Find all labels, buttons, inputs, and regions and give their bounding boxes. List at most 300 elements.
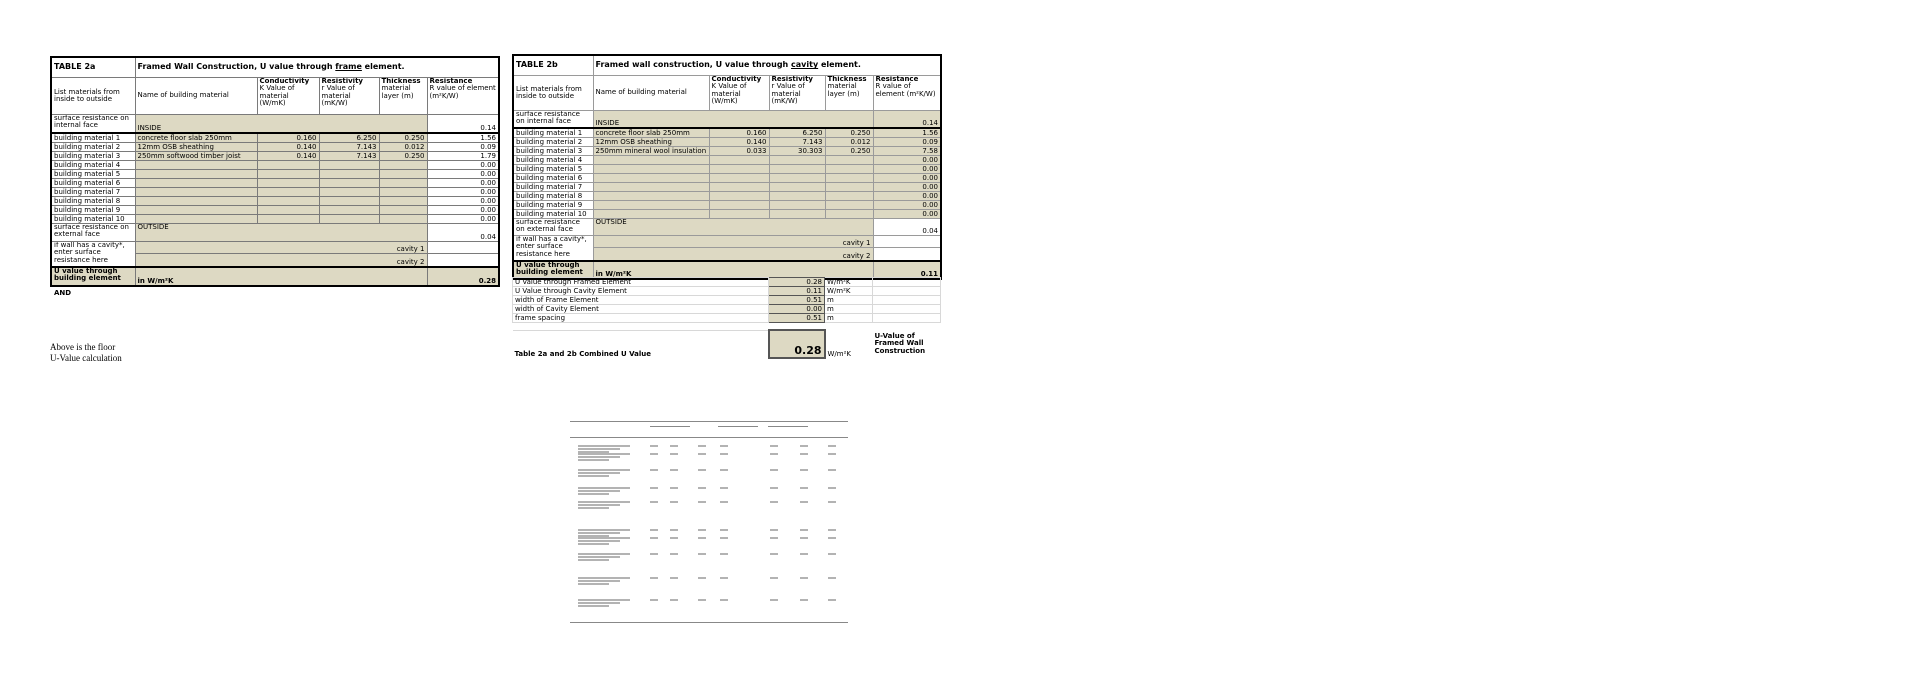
summary-unit: m bbox=[825, 314, 873, 323]
row-label: building material 2 bbox=[513, 138, 593, 147]
conductivity-cell[interactable] bbox=[709, 192, 769, 201]
table-row bbox=[51, 215, 499, 224]
conductivity-cell[interactable] bbox=[709, 156, 769, 165]
scan-value-mark bbox=[800, 453, 808, 455]
thickness-cell[interactable] bbox=[825, 174, 873, 183]
table-title: Framed wall construction, U value through cavity element. bbox=[593, 55, 941, 76]
cavity-2-label: cavity 2 bbox=[135, 254, 427, 267]
surface-inside-name: INSIDE bbox=[135, 115, 427, 134]
col-list-header: List materials from inside to outside bbox=[51, 78, 135, 115]
summary-unit: m bbox=[825, 296, 873, 305]
scan-value-mark bbox=[770, 469, 778, 471]
scan-value-mark bbox=[720, 453, 728, 455]
resistance-cell: 0.00 bbox=[427, 188, 499, 197]
scan-value-mark bbox=[650, 577, 658, 579]
thickness-cell[interactable]: 0.250 bbox=[379, 152, 427, 161]
thickness-cell[interactable] bbox=[825, 165, 873, 174]
resistivity-cell bbox=[769, 174, 825, 183]
surface-inside-name: INSIDE bbox=[593, 111, 873, 129]
scan-value-mark bbox=[770, 537, 778, 539]
col-thickness-header: Thickness material layer (m) bbox=[379, 78, 427, 115]
scan-value-mark bbox=[650, 469, 658, 471]
conductivity-cell[interactable] bbox=[257, 188, 319, 197]
resistivity-cell bbox=[319, 161, 379, 170]
row-label: building material 5 bbox=[513, 165, 593, 174]
scan-value-mark bbox=[698, 577, 706, 579]
row-label: building material 4 bbox=[51, 161, 135, 170]
material-name-cell[interactable]: concrete floor slab 250mm bbox=[135, 133, 257, 143]
table-id: TABLE 2a bbox=[51, 57, 135, 78]
thickness-cell[interactable] bbox=[379, 215, 427, 224]
summary-value: 0.51 bbox=[769, 296, 825, 305]
summary-value: 0.00 bbox=[769, 305, 825, 314]
conductivity-cell[interactable] bbox=[709, 183, 769, 192]
material-name-cell[interactable] bbox=[135, 170, 257, 179]
thickness-cell[interactable] bbox=[379, 188, 427, 197]
row-label: building material 7 bbox=[51, 188, 135, 197]
scan-value-mark bbox=[670, 469, 678, 471]
table-2a bbox=[50, 56, 500, 287]
scan-value-mark bbox=[720, 445, 728, 447]
col-list-header: List materials from inside to outside bbox=[513, 76, 593, 111]
cavity-1-input[interactable] bbox=[427, 242, 499, 254]
scan-value-mark bbox=[698, 453, 706, 455]
scan-text-block bbox=[578, 452, 630, 462]
scan-value-mark bbox=[800, 553, 808, 555]
col-resistance-header: Resistance R value of element (m²K/W) bbox=[873, 76, 941, 111]
material-name-cell[interactable] bbox=[593, 210, 709, 219]
summary-value: 0.11 bbox=[769, 287, 825, 296]
resistance-cell: 0.00 bbox=[873, 210, 941, 219]
scan-value-mark bbox=[720, 599, 728, 601]
scan-value-mark bbox=[650, 487, 658, 489]
surface-outside-value: 0.04 bbox=[427, 224, 499, 242]
scan-value-mark bbox=[770, 445, 778, 447]
scan-text-block bbox=[578, 576, 630, 586]
summary-empty bbox=[873, 278, 941, 287]
thickness-cell[interactable] bbox=[825, 210, 873, 219]
conductivity-cell[interactable] bbox=[257, 161, 319, 170]
row-label: building material 9 bbox=[51, 206, 135, 215]
conductivity-cell[interactable]: 0.160 bbox=[257, 133, 319, 143]
summary-empty bbox=[873, 305, 941, 314]
scan-text-block bbox=[578, 552, 630, 562]
scan-value-mark bbox=[720, 529, 728, 531]
floor-note bbox=[50, 342, 122, 364]
resistivity-cell bbox=[769, 192, 825, 201]
conductivity-cell[interactable] bbox=[709, 174, 769, 183]
summary-row bbox=[513, 314, 941, 323]
surface-outside-name: OUTSIDE bbox=[135, 224, 427, 242]
scan-value-mark bbox=[650, 599, 658, 601]
scan-value-mark bbox=[698, 537, 706, 539]
conductivity-cell[interactable]: 0.140 bbox=[709, 138, 769, 147]
spacer bbox=[513, 323, 941, 331]
scan-value-mark bbox=[828, 469, 836, 471]
combined-u-value: 0.28 bbox=[769, 330, 825, 358]
cavity-2-input[interactable] bbox=[873, 248, 941, 261]
material-name-cell[interactable] bbox=[135, 179, 257, 188]
surface-outside-value: 0.04 bbox=[873, 219, 941, 236]
summary-unit: W/m²K bbox=[825, 278, 873, 287]
scan-value-mark bbox=[828, 453, 836, 455]
scan-value-mark bbox=[670, 553, 678, 555]
scan-value-mark bbox=[800, 445, 808, 447]
scan-value-mark bbox=[670, 577, 678, 579]
row-label: building material 7 bbox=[513, 183, 593, 192]
scan-value-mark bbox=[698, 469, 706, 471]
material-rows-2b bbox=[513, 128, 941, 219]
scan-value-mark bbox=[770, 577, 778, 579]
summary-empty bbox=[873, 296, 941, 305]
summary-label: U Value through Cavity Element bbox=[513, 287, 769, 296]
resistivity-cell bbox=[769, 183, 825, 192]
scan-text-block bbox=[578, 468, 630, 478]
scan-value-mark bbox=[720, 469, 728, 471]
resistance-cell: 0.00 bbox=[427, 179, 499, 188]
cavity-label: if wall has a cavity*, enter surface resistance here bbox=[513, 236, 593, 262]
resistance-cell: 0.09 bbox=[873, 138, 941, 147]
table-row bbox=[513, 210, 941, 219]
resistance-cell: 1.56 bbox=[873, 128, 941, 138]
conductivity-cell[interactable] bbox=[257, 179, 319, 188]
conductivity-cell[interactable]: 0.160 bbox=[709, 128, 769, 138]
row-label: building material 3 bbox=[51, 152, 135, 161]
material-name-cell[interactable] bbox=[135, 206, 257, 215]
combined-u-unit: W/m²K bbox=[827, 349, 851, 358]
col-resistance-header: Resistance R value of element (m²K/W) bbox=[427, 78, 499, 115]
scan-value-mark bbox=[720, 537, 728, 539]
summary-label: width of Frame Element bbox=[513, 296, 769, 305]
cavity-2-label: cavity 2 bbox=[593, 248, 873, 261]
material-name-cell[interactable] bbox=[135, 188, 257, 197]
conductivity-cell[interactable] bbox=[257, 170, 319, 179]
resistivity-cell bbox=[769, 165, 825, 174]
row-label: building material 6 bbox=[513, 174, 593, 183]
col-conductivity-header: Conductivity K Value of material (W/mK) bbox=[709, 76, 769, 111]
table-row bbox=[513, 128, 941, 138]
table-id: TABLE 2b bbox=[513, 55, 593, 76]
scan-value-mark bbox=[698, 445, 706, 447]
scan-value-mark bbox=[828, 599, 836, 601]
material-name-cell[interactable] bbox=[593, 174, 709, 183]
table-row bbox=[513, 201, 941, 210]
scan-value-mark bbox=[828, 537, 836, 539]
summary-table bbox=[512, 277, 941, 359]
col-thickness-header: Thickness material layer (m) bbox=[825, 76, 873, 111]
combined-u-label: Table 2a and 2b Combined U Value bbox=[513, 330, 769, 358]
scan-value-mark bbox=[800, 501, 808, 503]
resistivity-cell bbox=[319, 215, 379, 224]
resistivity-cell bbox=[319, 188, 379, 197]
resistance-cell: 0.00 bbox=[427, 161, 499, 170]
summary-label: frame spacing bbox=[513, 314, 769, 323]
resistance-cell: 1.56 bbox=[427, 133, 499, 143]
summary-unit: W/m²K bbox=[825, 287, 873, 296]
u-value-label: U value through building element bbox=[51, 267, 135, 286]
scan-value-mark bbox=[650, 501, 658, 503]
resistivity-cell bbox=[769, 210, 825, 219]
scan-value-mark bbox=[670, 529, 678, 531]
row-label: building material 9 bbox=[513, 201, 593, 210]
material-name-cell[interactable]: 12mm OSB sheathing bbox=[135, 143, 257, 152]
resistivity-cell bbox=[319, 197, 379, 206]
note-line-1: Above is the floor bbox=[50, 342, 116, 352]
conductivity-cell[interactable]: 0.140 bbox=[257, 143, 319, 152]
material-name-cell[interactable] bbox=[593, 192, 709, 201]
resistivity-cell: 7.143 bbox=[319, 152, 379, 161]
conductivity-cell[interactable] bbox=[257, 215, 319, 224]
scan-value-mark bbox=[800, 577, 808, 579]
resistance-cell: 0.00 bbox=[873, 192, 941, 201]
scan-value-mark bbox=[698, 599, 706, 601]
thickness-cell[interactable]: 0.250 bbox=[379, 133, 427, 143]
table-row bbox=[513, 192, 941, 201]
conductivity-cell[interactable] bbox=[257, 206, 319, 215]
reference-table-scan bbox=[570, 412, 848, 630]
resistance-cell: 0.00 bbox=[873, 165, 941, 174]
summary-row bbox=[513, 305, 941, 314]
scan-value-mark bbox=[650, 529, 658, 531]
thickness-cell[interactable] bbox=[825, 183, 873, 192]
scan-value-mark bbox=[770, 529, 778, 531]
material-rows-2a bbox=[51, 133, 499, 224]
col-name-header: Name of building material bbox=[593, 76, 709, 111]
scan-value-mark bbox=[650, 537, 658, 539]
scan-value-mark bbox=[800, 469, 808, 471]
scan-value-mark bbox=[828, 445, 836, 447]
resistance-cell: 0.00 bbox=[873, 156, 941, 165]
cavity-label: if wall has a cavity*, enter surface resistance here bbox=[51, 242, 135, 268]
scan-text-block bbox=[578, 500, 630, 510]
material-name-cell[interactable]: 12mm OSB sheathing bbox=[593, 138, 709, 147]
scan-text-block bbox=[578, 536, 630, 546]
note-line-2: U-Value calculation bbox=[50, 353, 122, 363]
scan-value-mark bbox=[670, 445, 678, 447]
table-2b bbox=[512, 54, 942, 280]
scan-value-mark bbox=[698, 501, 706, 503]
and-label: AND bbox=[54, 289, 72, 297]
scan-value-mark bbox=[720, 577, 728, 579]
scan-value-mark bbox=[800, 599, 808, 601]
table-row bbox=[51, 179, 499, 188]
scan-rule-header bbox=[570, 437, 848, 438]
table-row bbox=[51, 170, 499, 179]
scan-rule-sub bbox=[650, 426, 690, 427]
table-row bbox=[51, 197, 499, 206]
material-name-cell[interactable] bbox=[593, 201, 709, 210]
surface-inside-label: surface resistance on internal face bbox=[513, 111, 593, 129]
table-row bbox=[51, 133, 499, 143]
conductivity-cell[interactable] bbox=[709, 210, 769, 219]
conductivity-cell[interactable] bbox=[709, 201, 769, 210]
cavity-1-input[interactable] bbox=[873, 236, 941, 248]
scan-value-mark bbox=[650, 553, 658, 555]
table-row bbox=[513, 147, 941, 156]
thickness-cell[interactable]: 0.250 bbox=[825, 128, 873, 138]
scan-text-block bbox=[578, 598, 630, 608]
scan-value-mark bbox=[770, 453, 778, 455]
scan-value-mark bbox=[770, 553, 778, 555]
scan-value-mark bbox=[828, 553, 836, 555]
resistivity-cell bbox=[319, 170, 379, 179]
conductivity-cell[interactable]: 0.033 bbox=[709, 147, 769, 156]
table-row bbox=[51, 152, 499, 161]
scan-value-mark bbox=[828, 501, 836, 503]
scan-rule-top bbox=[570, 421, 848, 422]
u-value-result: 0.28 bbox=[427, 267, 499, 286]
scan-rule-sub bbox=[768, 426, 808, 427]
thickness-cell[interactable] bbox=[379, 161, 427, 170]
thickness-cell[interactable]: 0.012 bbox=[825, 138, 873, 147]
resistance-cell: 0.00 bbox=[427, 206, 499, 215]
thickness-cell[interactable] bbox=[825, 201, 873, 210]
resistance-cell: 0.00 bbox=[427, 170, 499, 179]
summary-unit: m bbox=[825, 305, 873, 314]
resistivity-cell bbox=[769, 201, 825, 210]
resistance-cell: 1.79 bbox=[427, 152, 499, 161]
resistance-cell: 0.00 bbox=[873, 174, 941, 183]
scan-value-mark bbox=[670, 453, 678, 455]
material-name-cell[interactable] bbox=[593, 183, 709, 192]
resistance-cell: 0.00 bbox=[873, 183, 941, 192]
scan-value-mark bbox=[698, 553, 706, 555]
thickness-cell[interactable]: 0.250 bbox=[825, 147, 873, 156]
table-row bbox=[513, 156, 941, 165]
u-value-unit: in W/m²K bbox=[593, 261, 873, 279]
scan-value-mark bbox=[828, 487, 836, 489]
row-label: building material 8 bbox=[51, 197, 135, 206]
scan-value-mark bbox=[800, 537, 808, 539]
scan-value-mark bbox=[828, 529, 836, 531]
thickness-cell[interactable] bbox=[379, 179, 427, 188]
scan-value-mark bbox=[670, 501, 678, 503]
conductivity-cell[interactable]: 0.140 bbox=[257, 152, 319, 161]
summary-value: 0.51 bbox=[769, 314, 825, 323]
row-label: building material 1 bbox=[51, 133, 135, 143]
summary-label: U Value through Framed Element bbox=[513, 278, 769, 287]
summary-empty bbox=[873, 287, 941, 296]
u-value-unit: in W/m²K bbox=[135, 267, 427, 286]
resistivity-cell: 7.143 bbox=[319, 143, 379, 152]
scan-value-mark bbox=[670, 537, 678, 539]
summary-rows bbox=[513, 278, 941, 323]
thickness-cell[interactable] bbox=[825, 156, 873, 165]
resistance-cell: 7.58 bbox=[873, 147, 941, 156]
scan-value-mark bbox=[698, 529, 706, 531]
row-label: building material 8 bbox=[513, 192, 593, 201]
material-name-cell[interactable]: 250mm mineral wool insulation bbox=[593, 147, 709, 156]
scan-value-mark bbox=[650, 453, 658, 455]
resistivity-cell bbox=[769, 156, 825, 165]
thickness-cell[interactable]: 0.012 bbox=[379, 143, 427, 152]
u-value-result: 0.11 bbox=[873, 261, 941, 279]
row-label: building material 10 bbox=[51, 215, 135, 224]
material-name-cell[interactable] bbox=[593, 156, 709, 165]
scan-value-mark bbox=[800, 529, 808, 531]
row-label: building material 5 bbox=[51, 170, 135, 179]
material-name-cell[interactable] bbox=[593, 165, 709, 174]
table-title: Framed Wall Construction, U value through frame element. bbox=[135, 57, 499, 78]
conductivity-cell[interactable] bbox=[709, 165, 769, 174]
scan-value-mark bbox=[828, 577, 836, 579]
scan-value-mark bbox=[670, 487, 678, 489]
row-label: building material 1 bbox=[513, 128, 593, 138]
table-row bbox=[51, 161, 499, 170]
resistance-cell: 0.09 bbox=[427, 143, 499, 152]
row-label: building material 10 bbox=[513, 210, 593, 219]
scan-value-mark bbox=[720, 501, 728, 503]
scan-value-mark bbox=[720, 553, 728, 555]
resistivity-cell: 6.250 bbox=[319, 133, 379, 143]
scan-rule-bottom bbox=[570, 622, 848, 623]
col-name-header: Name of building material bbox=[135, 78, 257, 115]
material-name-cell[interactable] bbox=[135, 161, 257, 170]
resistivity-cell: 6.250 bbox=[769, 128, 825, 138]
col-resistivity-header: Resistivity r Value of material (mK/W) bbox=[769, 76, 825, 111]
row-label: building material 3 bbox=[513, 147, 593, 156]
thickness-cell[interactable] bbox=[825, 192, 873, 201]
surface-inside-value: 0.14 bbox=[873, 111, 941, 129]
summary-row bbox=[513, 278, 941, 287]
scan-value-mark bbox=[800, 487, 808, 489]
table-row bbox=[51, 143, 499, 152]
cavity-2-input[interactable] bbox=[427, 254, 499, 267]
resistance-cell: 0.00 bbox=[873, 201, 941, 210]
cavity-1-label: cavity 1 bbox=[593, 236, 873, 248]
table-row bbox=[51, 206, 499, 215]
u-value-label: U value through building element bbox=[513, 261, 593, 279]
scan-value-mark bbox=[698, 487, 706, 489]
summary-label: width of Cavity Element bbox=[513, 305, 769, 314]
resistivity-cell bbox=[319, 179, 379, 188]
material-name-cell[interactable] bbox=[135, 215, 257, 224]
row-label: building material 2 bbox=[51, 143, 135, 152]
material-name-cell[interactable]: 250mm softwood timber joist bbox=[135, 152, 257, 161]
scan-rule-sub bbox=[718, 426, 758, 427]
scan-value-mark bbox=[770, 599, 778, 601]
summary-row bbox=[513, 287, 941, 296]
surface-inside-value: 0.14 bbox=[427, 115, 499, 134]
resistance-cell: 0.00 bbox=[427, 215, 499, 224]
resistivity-cell bbox=[319, 206, 379, 215]
row-label: building material 6 bbox=[51, 179, 135, 188]
resistivity-cell: 7.143 bbox=[769, 138, 825, 147]
surface-outside-name: OUTSIDE bbox=[593, 219, 873, 236]
thickness-cell[interactable] bbox=[379, 206, 427, 215]
conductivity-cell[interactable] bbox=[257, 197, 319, 206]
scan-text-block bbox=[578, 486, 630, 496]
table-row bbox=[51, 188, 499, 197]
scan-value-mark bbox=[670, 599, 678, 601]
surface-outside-label: surface resistance on external face bbox=[513, 219, 593, 236]
summary-row bbox=[513, 296, 941, 305]
resistance-cell: 0.00 bbox=[427, 197, 499, 206]
scan-value-mark bbox=[650, 445, 658, 447]
col-conductivity-header: Conductivity K Value of material (W/mK) bbox=[257, 78, 319, 115]
scan-value-mark bbox=[770, 501, 778, 503]
scan-value-mark bbox=[720, 487, 728, 489]
framed-wall-u-label: U-Value of Framed Wall Construction bbox=[874, 331, 926, 355]
thickness-cell[interactable] bbox=[379, 197, 427, 206]
surface-inside-label: surface resistance on internal face bbox=[51, 115, 135, 134]
scan-value-mark bbox=[770, 487, 778, 489]
table-row bbox=[513, 138, 941, 147]
material-name-cell[interactable]: concrete floor slab 250mm bbox=[593, 128, 709, 138]
material-name-cell[interactable] bbox=[135, 197, 257, 206]
thickness-cell[interactable] bbox=[379, 170, 427, 179]
resistivity-cell: 30.303 bbox=[769, 147, 825, 156]
